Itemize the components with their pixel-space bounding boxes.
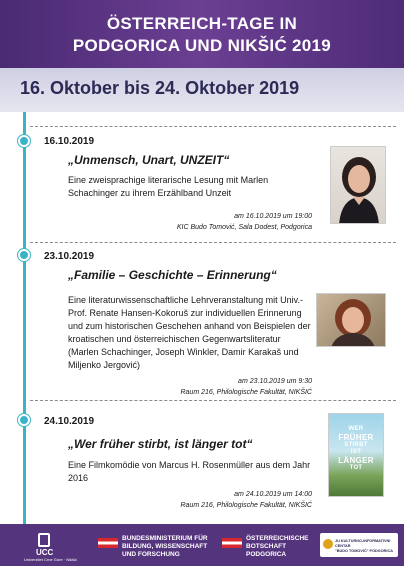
event-place: Raum 216, Philologische Fakultät, NIKŠIĆ (180, 502, 312, 509)
ucc-logo-text: UCC (36, 548, 54, 557)
event-separator (30, 126, 396, 127)
kic-sun-icon (323, 539, 333, 549)
kic-logo (320, 533, 398, 557)
kic-line: "BUDO TOMOVIĆ" PODGORICA (335, 549, 393, 553)
austria-flag-icon (98, 538, 118, 548)
event-title: „Wer früher stirbt, ist länger tot“ (68, 437, 253, 451)
ucc-logo-icon (38, 533, 50, 547)
event-date: 24.10.2019 (44, 416, 95, 427)
sponsor-footer (0, 524, 404, 566)
timeline-line (23, 112, 26, 524)
photo-renate-hansen-kokorus (316, 293, 386, 347)
ministry-line: BILDUNG, WISSENSCHAFT (122, 543, 208, 550)
date-range-banner (0, 68, 404, 112)
photo-marlen-schachinger (330, 146, 386, 224)
poster-word: WER (348, 426, 364, 432)
poster-header (0, 0, 404, 68)
event-description: Eine literaturwissenschaftliche Lehrveranstaltung mit Univ.-Prof. Renate Hansen-Kokoruš zur individuellen Erinnerung und zum historischen Geschehen anhand von Beispielen der kroatischen und österreichischen Gegenwartsliteratur (Marlen Schachinger, Joseph Winkler, Damir Karakaš und Miljenko Jergović) (68, 295, 311, 370)
event-place: Raum 216, Philologische Fakultät, NIKŠIĆ (180, 389, 312, 396)
event-meta (177, 211, 312, 233)
ministry-line: UND FORSCHUNG (122, 551, 180, 558)
poster-word: STIRBT (344, 442, 368, 448)
embassy-line: PODGORICA (246, 551, 287, 558)
embassy-line: BOTSCHAFT (246, 543, 287, 550)
event-title: „Unmensch, Unart, UNZEIT“ (68, 153, 230, 167)
poster-word: TOT (349, 465, 363, 471)
ministry-line: BUNDESMINISTERIUM FÜR (122, 535, 208, 542)
embassy-line: ÖSTERREICHISCHE (246, 535, 309, 542)
timeline-dot (18, 414, 30, 426)
poster-word: IST (350, 449, 362, 455)
film-poster-wer-frueher-stirbt (328, 413, 384, 497)
event-title: „Familie – Geschichte – Erinnerung“ (68, 268, 277, 282)
ucc-subtext: Univerzitet Crne Gore · Nikšić (24, 557, 77, 562)
event-meta (180, 376, 312, 398)
event-place: KIC Budo Tomović, Sala Dodest, Podgorica (176, 224, 312, 231)
date-range-text: 16. Oktober bis 24. Oktober 2019 (20, 78, 300, 98)
embassy-name (246, 535, 308, 559)
header-title-line2: PODGORICA UND NIKŠIĆ 2019 (72, 36, 332, 55)
kic-line: JU KULTURNO-INFORMATIVNI CENTAR (335, 539, 391, 548)
event-description: Eine Filmkomödie von Marcus H. Rosenmüller aus dem Jahr 2016 (68, 460, 311, 483)
timeline-dot (18, 135, 30, 147)
event-time: am 16.10.2019 um 19:00 (234, 213, 312, 220)
event-separator (30, 400, 396, 401)
event-date: 23.10.2019 (44, 251, 95, 262)
event-description: Eine zweisprachige literarische Lesung mit Marlen Schachinger zu ihrem Erzählband Unzeit (68, 175, 269, 198)
ministry-name (122, 535, 208, 559)
event-time: am 24.10.2019 um 14:00 (234, 491, 312, 498)
event-meta (180, 489, 312, 511)
event-separator (30, 242, 396, 243)
poster-word: FRÜHER (338, 433, 374, 442)
event-time: am 23.10.2019 um 9:30 (238, 378, 312, 385)
event-date: 16.10.2019 (44, 136, 95, 147)
austria-flag-icon (222, 538, 242, 548)
timeline-dot (18, 249, 30, 261)
poster-word: LÄNGER (338, 456, 374, 465)
header-title-line1: ÖSTERREICH-TAGE IN (106, 14, 298, 33)
